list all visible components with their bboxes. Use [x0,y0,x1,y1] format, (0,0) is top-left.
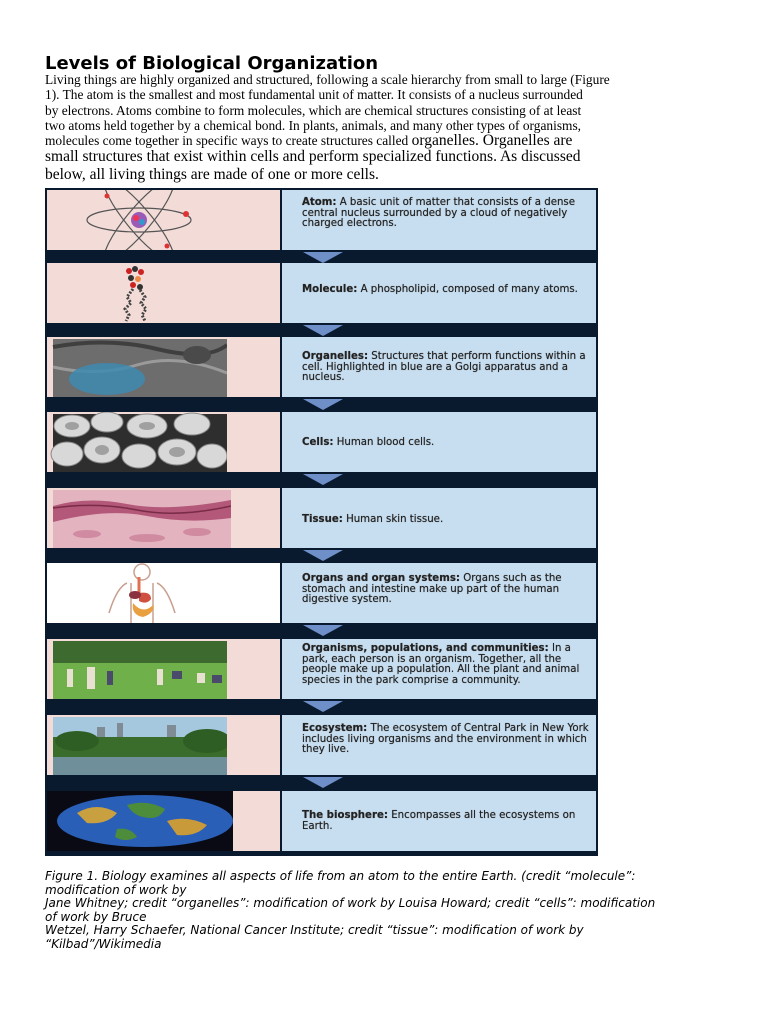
level-row-organs [45,563,598,623]
intro-line: by electrons. Atoms combine to form molecules, which are chemical structures consisting of at least [45,102,582,118]
digestive-system-icon [47,563,280,623]
intro-line: below, all living things are made of one or more cells. [45,165,379,183]
intro-line: Living things are highly organized and structured, following a scale hierarchy from small to large (Figure [45,72,610,87]
molecule-icon [47,263,280,323]
caption-line: of work by Bruce [45,909,147,924]
level-text: A basic unit of matter that consists of a dense central nucleus surrounded by a cloud of negatively charged electrons. [302,197,575,230]
level-description [302,198,598,230]
intro-line: two atoms held together by a chemical bond. In plants, animals, and many other types of organisms, [45,117,582,133]
level-description [302,285,598,296]
intro-line-small: molecules come together in specific ways to create structures called [45,133,412,149]
level-text: Organs such as the stomach and intestine make up part of the human digestive system. [302,573,562,606]
level-text: In a park, each person is an organism. Together, all the people make up a population. All the plant and animal species in the park comprise a community. [302,643,580,686]
down-arrow-icon [303,623,343,637]
level-description-panel [282,263,596,323]
blood-cells-image [47,412,280,472]
level-description [302,644,598,686]
figure-levels-of-organization [45,188,598,856]
level-description-panel [282,563,596,623]
level-description-panel [282,488,596,548]
down-arrow-icon [303,397,343,411]
caption-line: Figure 1. Biology examines all aspects of life from an atom to the entire Earth. (credit “molecule”: [45,869,636,883]
level-description-panel [282,337,596,397]
down-arrow-icon [303,472,343,486]
level-name: Atom: [302,197,337,208]
down-arrow-icon [303,250,343,264]
level-row-ecosystem [45,715,598,775]
intro-line: small structures that exist within cells and perform specialized functions. As discussed [45,148,581,166]
level-name: Organs and organ systems: [302,573,460,584]
down-arrow-icon [303,323,343,337]
level-row-tissue [45,488,598,548]
atom-icon [47,190,280,250]
down-arrow-icon [303,699,343,713]
down-arrow-icon [303,775,343,789]
intro-paragraph [45,72,725,183]
intro-line: 1). The atom is the smallest and most fundamental unit of matter. It consists of a nucleus surrounded [45,87,583,103]
level-description [302,352,598,384]
level-text: A phospholipid, composed of many atoms. [360,284,578,295]
caption-line: Wetzel, Harry Schaefer, National Cancer Institute; credit “tissue”: modification of work by [45,923,584,937]
intro-line-big: organelles. Organelles are [411,132,573,150]
level-description-panel [282,791,596,851]
level-row-organelles [45,337,598,397]
skin-tissue-image [47,488,280,548]
level-name: Organelles: [302,351,369,362]
level-row-atom [45,190,598,250]
earth-image [47,791,280,851]
level-row-biosphere [45,791,598,851]
level-description-panel [282,190,596,250]
caption-line: “Kilbad”/Wikimedia [45,936,162,951]
caption-line: modification of work by [45,882,187,897]
level-name: The biosphere: [302,810,388,821]
level-text: Human blood cells. [336,437,435,448]
page-title: Levels of Biological Organization [45,53,379,74]
level-text: Human skin tissue. [346,514,444,525]
level-name: Molecule: [302,284,358,295]
down-arrow-icon [303,548,343,562]
level-description [302,515,598,526]
level-name: Tissue: [302,514,343,525]
level-description [302,574,598,606]
level-description [302,724,598,756]
level-description [302,811,598,832]
level-text: Structures that perform functions within a cell. Highlighted in blue are a Golgi apparatus and a nucleus. [302,351,586,384]
level-row-molecule [45,263,598,323]
organelle-image [47,337,280,397]
central-park-image [47,715,280,775]
level-name: Organisms, populations, and communities: [302,643,549,654]
level-description-panel [282,412,596,472]
intro-line [45,133,725,148]
level-name: Ecosystem: [302,723,368,734]
figure-caption [45,870,735,951]
caption-line: Jane Whitney; credit “organelles”: modification of work by Louisa Howard; credit “cells”: modification [45,896,656,910]
level-description-panel [282,715,596,775]
level-description [302,438,598,449]
level-text: Encompasses all the ecosystems on Earth. [302,810,576,832]
level-row-cells [45,412,598,472]
level-row-organisms [45,639,598,699]
level-description-panel [282,639,596,699]
park-people-image [47,639,280,699]
level-text: The ecosystem of Central Park in New York includes living organisms and the environment in which they live. [302,723,589,756]
level-name: Cells: [302,437,334,448]
